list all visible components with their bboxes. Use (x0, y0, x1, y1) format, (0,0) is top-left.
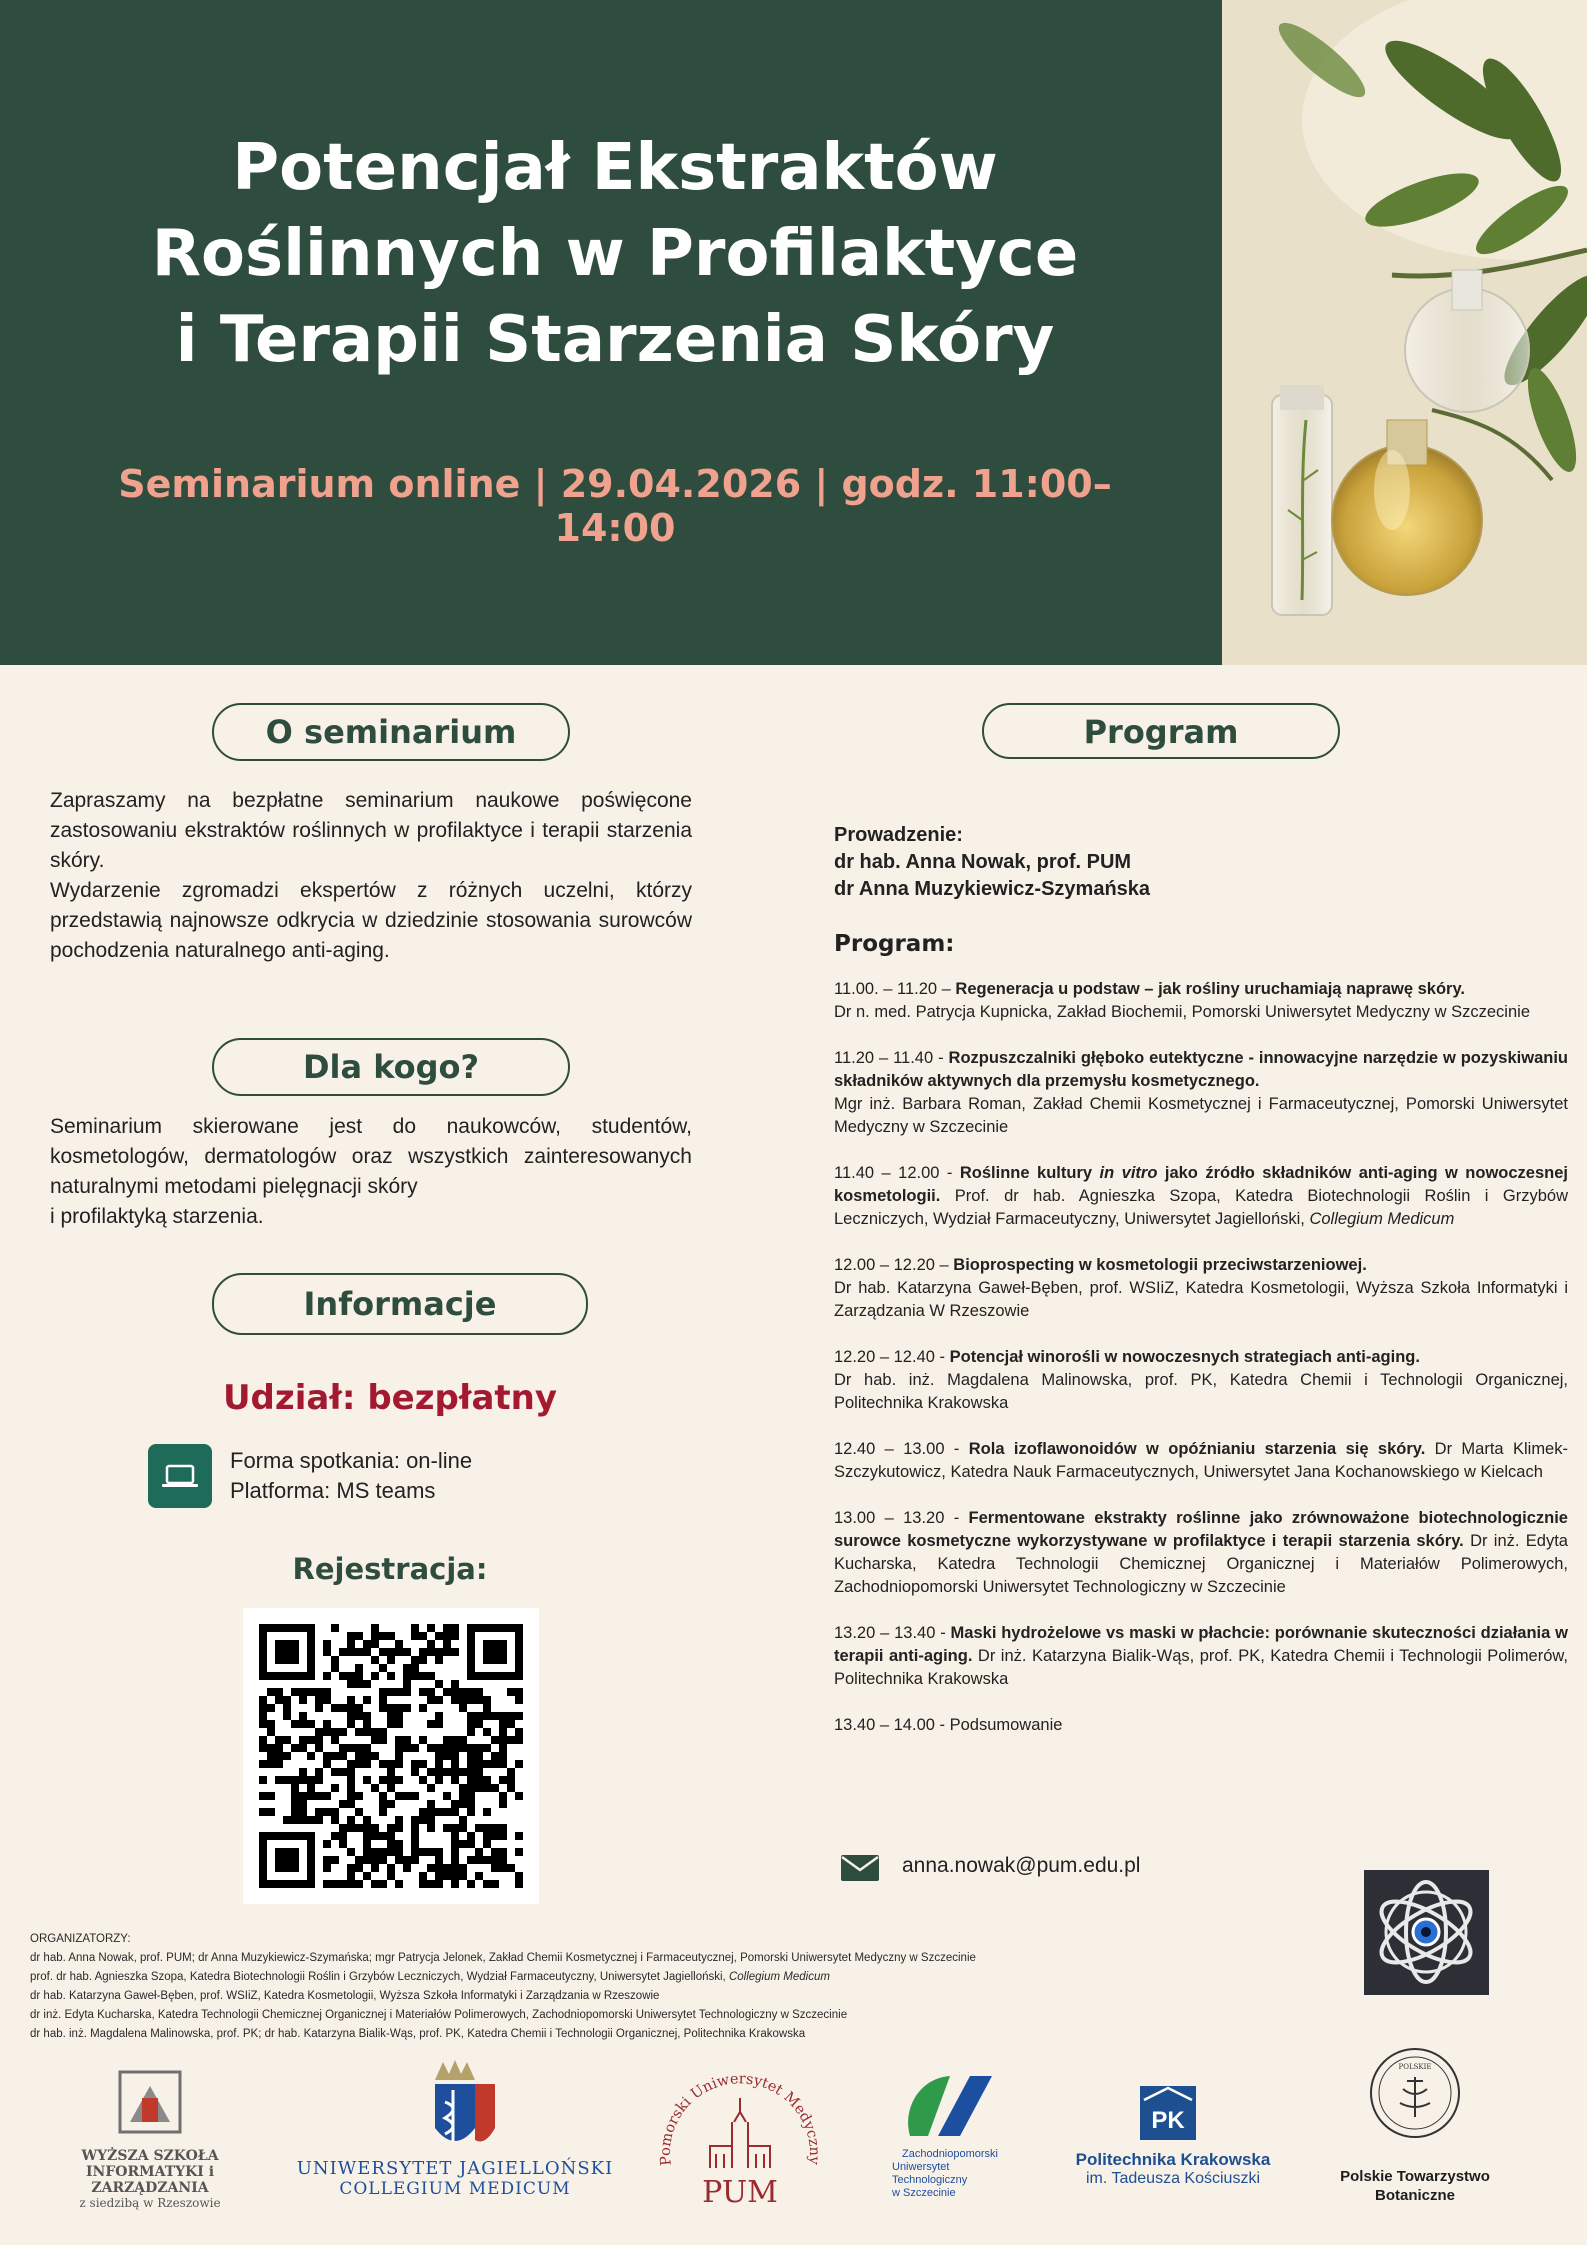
item-speaker: Dr inż. Katarzyna Bialik-Wąs, prof. PK, Katedra Chemii i Technologii Polimerów, Politechnika Krakowska (834, 1647, 1568, 1688)
pum-arc-text: Pomorski Uniwersytet Medyczny (657, 2071, 823, 2167)
item-title: Regeneracja u podstaw – jak rośliny uruchamiają naprawę skóry. (955, 980, 1465, 998)
pum-building-icon (710, 2098, 770, 2168)
pum-logo (650, 2050, 830, 2225)
program-item (834, 1438, 1568, 1484)
program-item (834, 1622, 1568, 1691)
organizers (30, 1930, 1330, 2044)
lead-person-2: dr Anna Muzykiewicz-Szymańska (834, 878, 1151, 900)
wsiz-emblem (30, 2068, 270, 2143)
zut-line-4: w Szczecinie (892, 2187, 956, 2199)
pk-logo (1068, 2080, 1278, 2200)
section-heading-info: Informacje (212, 1273, 588, 1335)
item-title: Rola izoflawonoidów w opóźnianiu starzenia się skóry. (968, 1440, 1426, 1458)
program-item (834, 1254, 1568, 1323)
leads-label: Prowadzenie: (834, 824, 963, 846)
program-leads (834, 822, 1568, 903)
qr-code[interactable] (243, 1608, 539, 1904)
item-time: 12.00 – 12.20 – (834, 1256, 949, 1274)
wsiz-line-2: INFORMATYKI i ZARZĄDZANIA (85, 2164, 215, 2196)
about-paragraph-2: Wydarzenie zgromadzi ekspertów z różnych uczelni, którzy przedstawią najnowsze odkrycia w dziedzinie stosowania surowców pochodzenia naturalnego anti-aging. (50, 879, 692, 962)
zut-line-3: Technologiczny (892, 2174, 968, 2186)
event-subtitle: Seminarium online | 29.04.2026 | godz. 11:00–14:00 (118, 462, 1112, 550)
item-time: 13.20 – 13.40 - (834, 1624, 946, 1642)
audience-paragraph-end: i profilaktyką starzenia. (50, 1205, 264, 1228)
ptb-line-2: Botaniczne (1374, 2187, 1455, 2204)
organizer-line: dr hab. inż. Magdalena Malinowska, prof. PK; dr hab. Katarzyna Bialik-Wąs, prof. PK, Katedra Chemii i Technologii Organicznej, Politechnika Krakowska (30, 2028, 806, 2040)
mail-icon (840, 1854, 880, 1884)
item-speaker: Dr Marta Klimek-Szczykutowicz, Katedra Nauk Farmaceutycznych, Uniwersytet Jana Kochanowskiego w Kielcach (834, 1440, 1568, 1481)
item-title: Maski hydrożelowe vs maski w płachcie: porównanie skuteczności działania w terapii anti-aging. (834, 1624, 1568, 1665)
program-item (834, 978, 1568, 1024)
organizer-line-text: prof. dr hab. Agnieszka Szopa, Katedra Biotechnologii Roślin i Grzybów Leczniczych, Wydział Farmaceutyczny, Uniwersytet Jagielloński, (30, 1971, 726, 1983)
item-speaker: Dr n. med. Patrycja Kupnicka, Zakład Biochemii, Pomorski Uniwersytet Medyczny w Szczecinie (834, 1003, 1530, 1021)
item-speaker-emphasis: Collegium Medicum (1309, 1210, 1455, 1228)
title-line-3: i Terapii Starzenia Skóry (175, 303, 1055, 377)
item-title-emphasis: in vitro (1099, 1164, 1158, 1182)
participation-price: Udział: bezpłatny (222, 1378, 558, 1418)
zut-logo (880, 2068, 1040, 2218)
audience-text (50, 1112, 692, 1232)
item-speaker: Dr hab. Katarzyna Gaweł-Bęben, prof. WSIiZ, Katedra Kosmetologii, Wyższa Szkoła Informatyki i Zarządzania W Rzeszowie (834, 1279, 1568, 1320)
item-speaker: Prof. dr hab. Agnieszka Szopa, Katedra Biotechnologii Roślin i Grzybów Leczniczych, Wydział Farmaceutyczny, Uniwersytet Jagielloński, (834, 1187, 1568, 1228)
organizer-line: dr inż. Edyta Kucharska, Katedra Technologii Chemicznej Organicznej i Materiałów Polimerowych, Zachodniopomorski Uniwersytet Technologiczny w Szczecinie (30, 2009, 848, 2021)
item-time: 11.20 – 11.40 - (834, 1049, 944, 1067)
wsiz-line-3: z siedzibą w Rzeszowie (79, 2196, 221, 2210)
pk-line-1: Politechnika Krakowska (1075, 2150, 1271, 2169)
uj-crest (295, 2058, 615, 2158)
ptb-seal (1310, 2045, 1520, 2145)
wsiz-line-1: WYŻSZA SZKOŁA (81, 2148, 219, 2164)
section-heading-program: Program (982, 703, 1340, 759)
item-speaker: Dr hab. inż. Magdalena Malinowska, prof. PK, Katedra Chemii i Technologii Organicznej, Politechnika Krakowska (834, 1371, 1568, 1412)
program-summary: 13.40 – 14.00 - Podsumowanie (834, 1716, 1063, 1734)
atom-logo (1364, 1870, 1489, 1995)
page-title (60, 125, 1170, 383)
ptb-line-1: Polskie Towarzystwo (1340, 2168, 1490, 2185)
section-heading-about: O seminarium (212, 703, 570, 761)
organizer-line: dr hab. Katarzyna Gaweł-Bęben, prof. WSIiZ, Katedra Kosmetologii, Wyższa Szkoła Informatyki i Zarządzania w Rzeszowie (30, 1990, 660, 2002)
item-time: 11.40 – 12.00 - (834, 1164, 953, 1182)
program-item (834, 1162, 1568, 1231)
program-content (834, 822, 1568, 1760)
uj-cm-logo (295, 2058, 615, 2208)
item-title: Rozpuszczalniki głęboko eutektyczne - innowacyjne narzędzie w pozyskiwaniu składników aktywnych dla przemysłu kosmetycznego. (834, 1049, 1568, 1090)
section-heading-audience: Dla kogo? (212, 1038, 570, 1096)
pk-emblem (1068, 2080, 1278, 2145)
ptb-logo (1310, 2045, 1520, 2225)
item-time: 12.40 – 13.00 - (834, 1440, 960, 1458)
organizer-line-emphasis: Collegium Medicum (728, 1971, 830, 1983)
pk-line-2: im. Tadeusza Kościuszki (1086, 2170, 1260, 2187)
meeting-platform: Platforma: MS teams (230, 1478, 436, 1503)
zut-line-1: Zachodniopomorski (902, 2148, 998, 2160)
program-item (834, 1507, 1568, 1599)
program-item (834, 1346, 1568, 1415)
ptb-seal-text: POLSKIE (1398, 2063, 1432, 2071)
item-title-part-2: jako źródło składników anti-aging w nowoczesnej kosmetologii. (834, 1164, 1568, 1205)
item-speaker: Mgr inż. Barbara Roman, Zakład Chemii Kosmetycznej i Farmaceutycznej, Pomorski Uniwersytet Medyczny w Szczecinie (834, 1095, 1568, 1136)
organizer-line (30, 1968, 1330, 1987)
item-speaker: Dr inż. Edyta Kucharska, Katedra Technologii Chemicznej Organicznej i Materiałów Polimerowych, Zachodniopomorski Uniwersytet Technologiczny w Szczecinie (834, 1532, 1568, 1596)
audience-paragraph: Seminarium skierowane jest do naukowców, studentów, kosmetologów, dermatologów oraz wszystkich zainteresowanych naturalnymi metodami pielęgnacji skóry (50, 1115, 692, 1198)
uj-line-2: COLLEGIUM MEDICUM (339, 2179, 571, 2199)
item-time: 11.00. – 11.20 – (834, 980, 951, 998)
contact-email[interactable]: anna.nowak@pum.edu.pl (902, 1854, 1141, 1877)
plant-bottles-illustration (1222, 0, 1587, 665)
header-photo (1222, 0, 1587, 665)
laptop-icon (148, 1444, 212, 1508)
item-title: Potencjał winorośli w nowoczesnych strategiach anti-aging. (949, 1348, 1420, 1366)
organizer-line: dr hab. Anna Nowak, prof. PUM; dr Anna Muzykiewicz-Szymańska; mgr Patrycja Jelonek, Zakład Chemii Kosmetycznej i Farmaceutycznej, Pomorski Uniwersytet Medyczny w Szczecinie (30, 1952, 976, 1964)
item-time: 12.20 – 12.40 - (834, 1348, 946, 1366)
about-text (50, 786, 692, 966)
program-item (834, 1047, 1568, 1139)
item-title: Bioprospecting w kosmetologii przeciwstarzeniowej. (953, 1256, 1367, 1274)
wsiz-logo (30, 2068, 270, 2208)
about-paragraph-1: Zapraszamy na bezpłatne seminarium naukowe poświęcone zastosowaniu ekstraktów roślinnych w profilaktyce i terapii starzenia skóry. (50, 789, 692, 872)
title-line-1: Potencjał Ekstraktów (232, 131, 998, 205)
organizers-label: ORGANIZATORZY: (30, 1933, 131, 1945)
item-time: 13.00 – 13.20 - (834, 1509, 960, 1527)
program-label: Program: (834, 931, 955, 957)
pk-abbr: PK (1151, 2107, 1185, 2134)
item-title: Fermentowane ekstrakty roślinne jako zrównoważone biotechnologicznie surowce kosmetyczne wykorzystywane w profilaktyce i terapii starzenia skóry. (834, 1509, 1568, 1550)
lead-person-1: dr hab. Anna Nowak, prof. PUM (834, 851, 1132, 873)
uj-line-1: UNIWERSYTET JAGIELLOŃSKI (296, 2158, 614, 2179)
meeting-format: Forma spotkania: on-line (230, 1448, 473, 1473)
meeting-details (230, 1446, 472, 1506)
item-title-part-1: Roślinne kultury (959, 1164, 1093, 1182)
pum-abbr: PUM (702, 2175, 778, 2210)
title-line-2: Roślinnych w Profilaktyce (151, 217, 1079, 291)
zut-emblem (880, 2068, 1040, 2143)
zut-line-2: Uniwersytet (892, 2161, 950, 2173)
registration-label: Rejestracja: (292, 1552, 488, 1586)
header-banner (0, 0, 1222, 665)
